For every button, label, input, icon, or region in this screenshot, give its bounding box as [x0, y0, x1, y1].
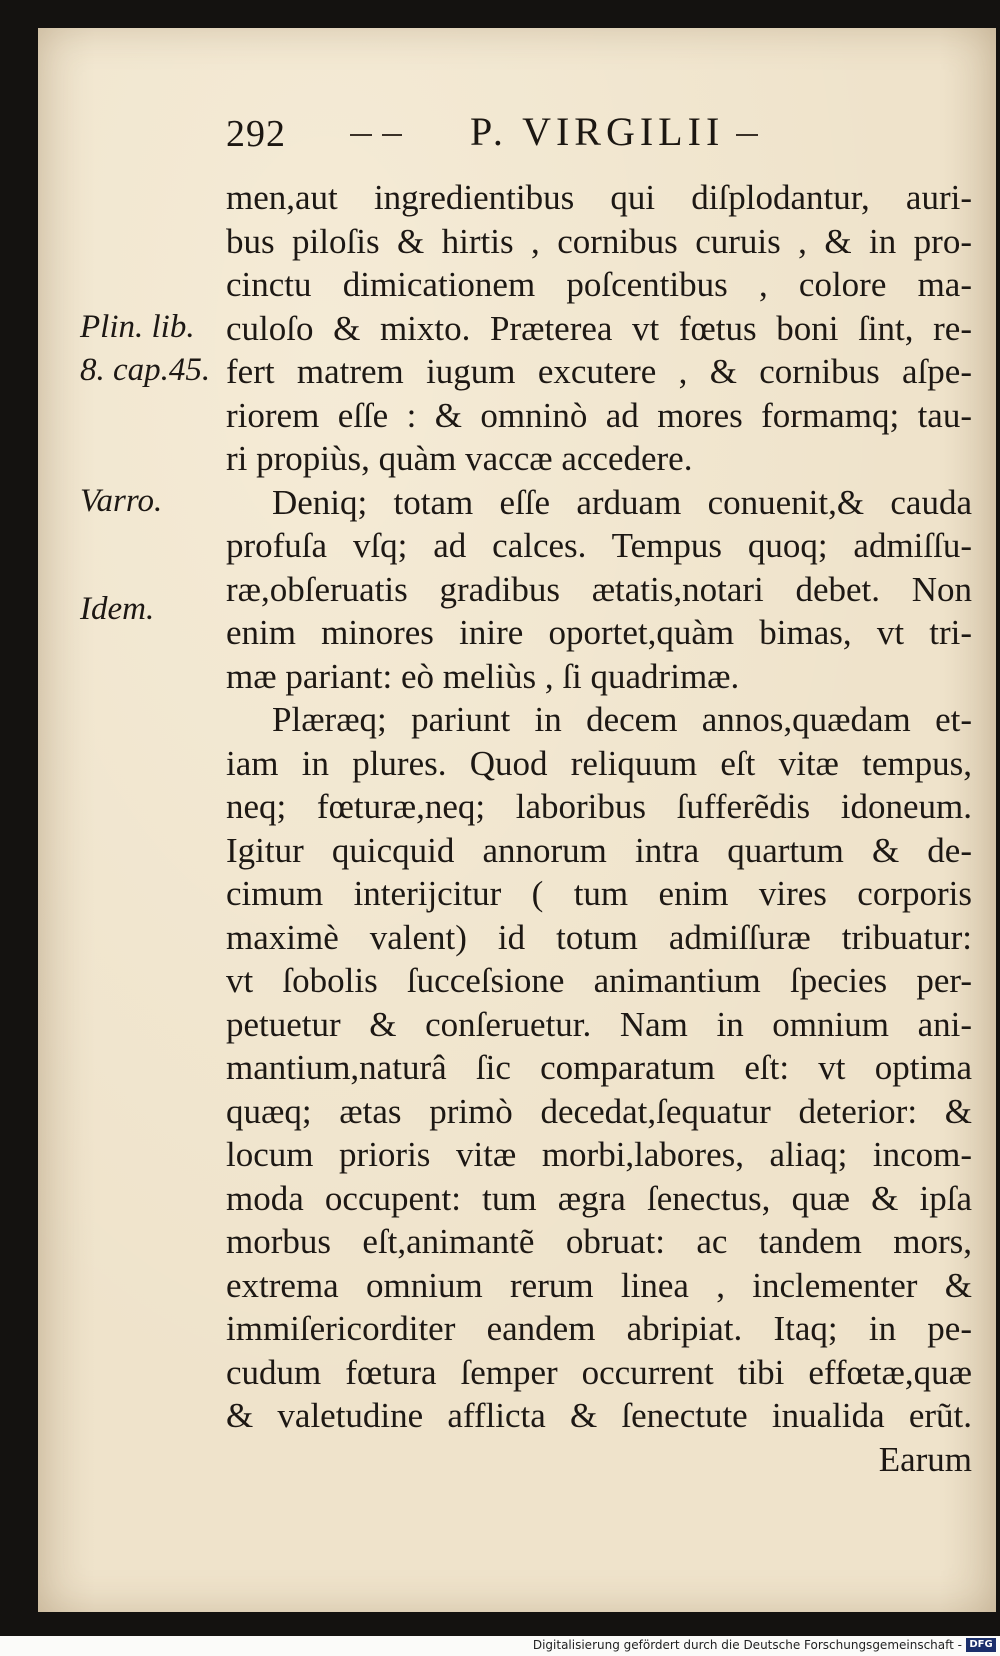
text-line: neq; fœturæ,neq; laboribus ſufferẽdis idoneum. — [226, 787, 972, 826]
dfg-logo-icon: DFG — [966, 1638, 996, 1652]
text-line: petuetur & conſeruetur. Nam in omnium ani- — [226, 1004, 972, 1044]
margin-note: Plin. lib. — [80, 309, 195, 345]
text-line: ri propiùs, quàm vaccæ accedere. — [226, 439, 693, 478]
text-line: & valetudine afflicta & ſenectute inualida erũt. — [226, 1396, 972, 1435]
text-line: immiſericorditer eandem abripiat. Itaq; in pe- — [226, 1309, 972, 1348]
text-line: iam in plures. Quod reliquum eſt vitæ tempus, — [226, 743, 972, 783]
body-text — [226, 176, 972, 1481]
text-line: riorem eſſe : & omninò ad mores formamq; tau- — [226, 395, 972, 435]
text-line: cimum interijcitur ( tum enim vires corporis — [226, 874, 972, 913]
page-number: 292 — [226, 113, 286, 155]
text-line: cudum fœtura ſemper occurrent tibi effœtæ,quæ — [226, 1352, 972, 1392]
page-header — [0, 100, 1000, 160]
header-ornament — [736, 134, 758, 136]
text-line: Deniq; totam eſſe arduam conuenit,& cauda — [272, 482, 972, 522]
text-line: Plæræq; pariunt in decem annos,quædam et- — [272, 700, 972, 739]
text-line: maximè valent) id totum admiſſuræ tribuatur: — [226, 917, 972, 957]
text-line: moda occupent: tum ægra ſenectus, quæ & ipſa — [226, 1178, 972, 1218]
text-line: ræ,obſeruatis gradibus ætatis,notari debet. Non — [226, 569, 972, 609]
text-line: Igitur quicquid annorum intra quartum & de- — [226, 830, 972, 870]
margin-note: Idem. — [80, 591, 155, 627]
text-line: men,aut ingredientibus qui diſplodantur, auri- — [226, 178, 972, 217]
text-line: quæq; ætas primò decedat,ſequatur deterior: & — [226, 1091, 972, 1131]
digitization-credit: Digitalisierung gefördert durch die Deutsche Forschungsgemeinschaft - — [532, 1638, 962, 1652]
text-line: mantium,naturâ ſic comparatum eſt: vt optima — [226, 1048, 972, 1087]
text-line: profuſa vſq; ad calces. Tempus quoq; admiſſu- — [226, 526, 972, 565]
text-line: mæ pariant: eò meliùs , ſi quadrimæ. — [226, 656, 740, 696]
text-line: morbus eſt,animantẽ obruat: ac tandem mors, — [226, 1222, 972, 1261]
running-title: P. VIRGILII — [470, 109, 725, 154]
text-line: locum prioris vitæ morbi,labores, aliaq; incom- — [226, 1135, 972, 1174]
text-line: extrema omnium rerum linea , inclementer & — [226, 1265, 972, 1305]
digitization-footer — [0, 1636, 1000, 1656]
text-line: vt ſobolis ſucceſsione animantium ſpecies per- — [226, 961, 972, 1000]
header-ornament — [350, 134, 372, 136]
text-line: culoſo & mixto. Præterea vt fœtus boni ſint, re- — [226, 308, 972, 348]
margin-note: Varro. — [80, 483, 163, 519]
text-line: cinctu dimicationem poſcentibus , colore ma- — [226, 265, 972, 304]
text-line: enim minores inire oportet,quàm bimas, vt tri- — [226, 613, 972, 652]
margin-note: 8. cap.45. — [80, 352, 211, 388]
catchword: Earum — [878, 1439, 972, 1479]
header-ornament — [382, 134, 402, 136]
text-line: bus piloſis & hirtis , cornibus curuis , & in pro- — [226, 221, 972, 261]
text-line: fert matrem iugum excutere , & cornibus aſpe- — [226, 352, 972, 391]
